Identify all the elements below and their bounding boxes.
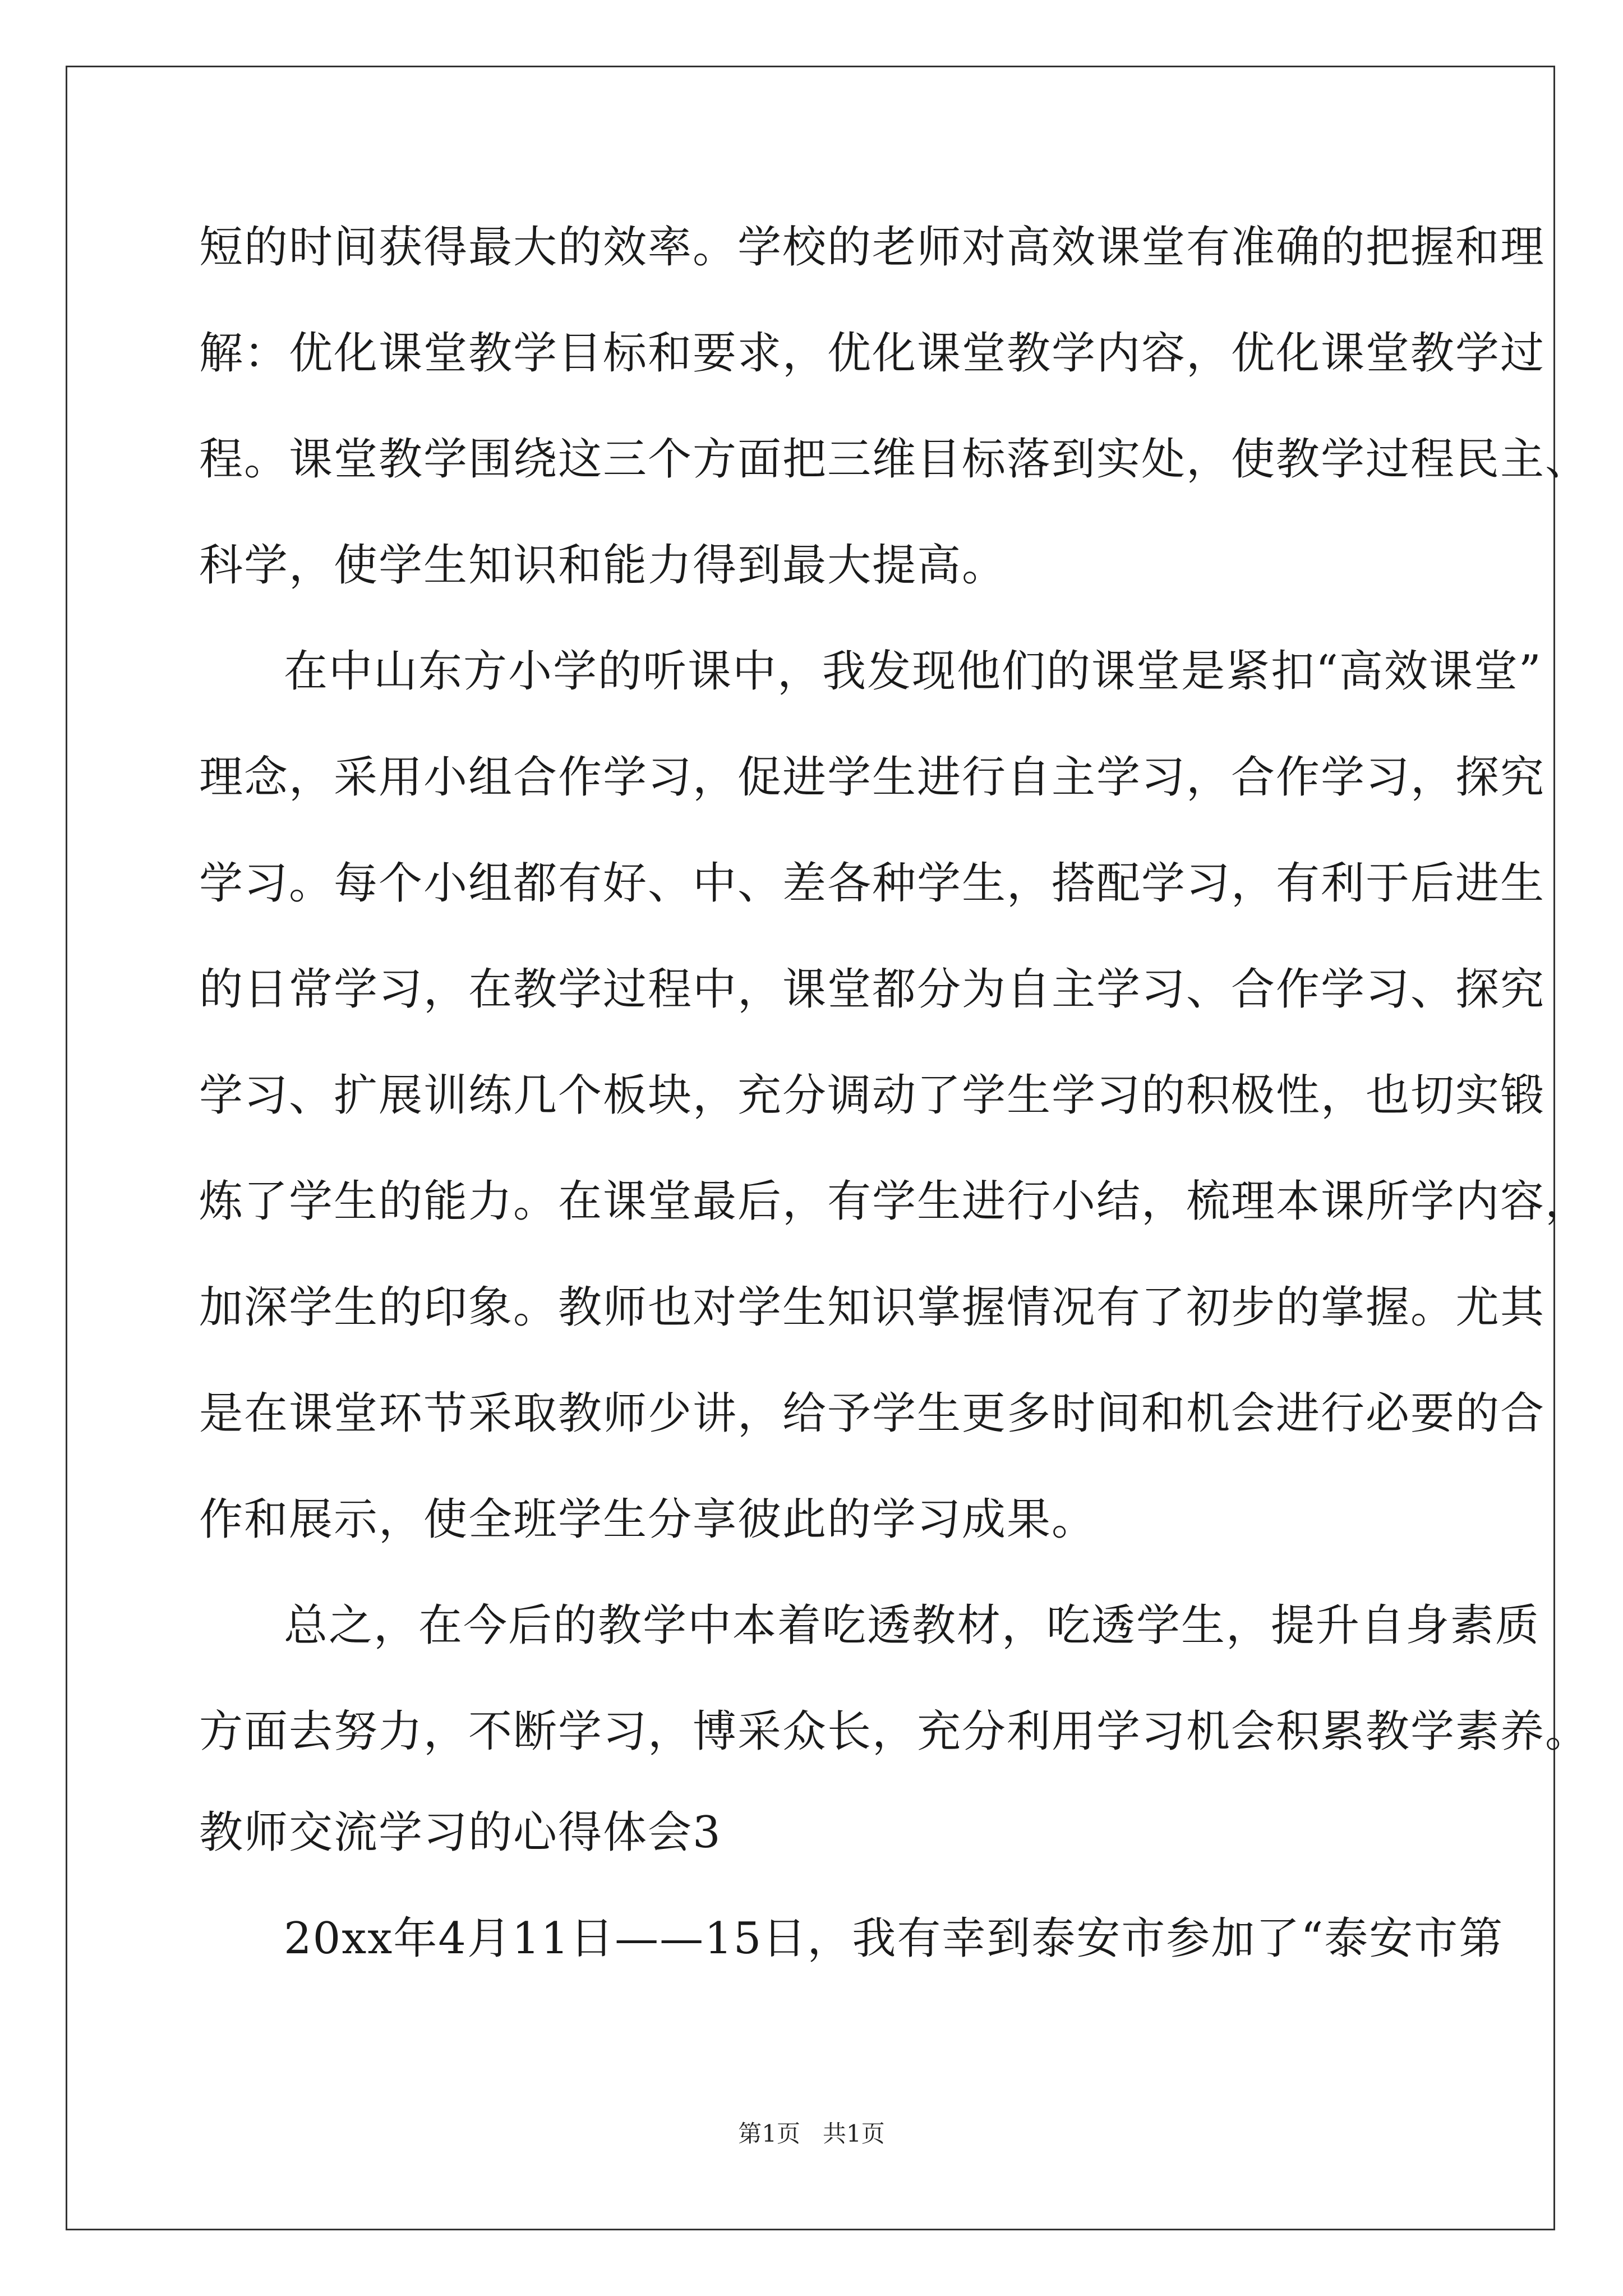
paragraph-start: 在中山东方小学的听课中，我发现他们的课堂是紧扣“高效课堂”	[284, 646, 1542, 697]
text-line: 是在课堂环节采取教师少讲，给予学生更多时间和机会进行必要的合	[199, 1388, 1546, 1439]
text-line: 的日常学习，在教学过程中，课堂都分为自主学习、合作学习、探究	[199, 964, 1546, 1015]
paragraph-start: 20xx年4月11日——15日，我有幸到泰安市参加了“泰安市第	[284, 1913, 1504, 1964]
text-line: 炼了学生的能力。在课堂最后，有学生进行小结，梳理本课所学内容，	[199, 1176, 1590, 1227]
text-line: 解：优化课堂教学目标和要求，优化课堂教学内容，优化课堂教学过	[199, 328, 1546, 379]
section-heading: 教师交流学习的心得体会3	[199, 1807, 722, 1858]
text-line: 加深学生的印象。教师也对学生知识掌握情况有了初步的掌握。尤其	[199, 1282, 1546, 1333]
text-line: 短的时间获得最大的效率。学校的老师对高效课堂有准确的把握和理	[199, 222, 1546, 273]
paragraph-start: 总之，在今后的教学中本着吃透教材，吃透学生，提升自身素质	[284, 1600, 1541, 1651]
text-line: 方面去努力，不断学习，博采众长，充分利用学习机会积累教学素养。	[199, 1706, 1590, 1757]
text-line: 学习。每个小组都有好、中、差各种学生，搭配学习，有利于后进生	[199, 858, 1546, 909]
page-number-footer: 第1页 共1页	[738, 2120, 885, 2147]
text-line: 理念，采用小组合作学习，促进学生进行自主学习，合作学习，探究	[199, 752, 1546, 803]
text-line: 程。课堂教学围绕这三个方面把三维目标落到实处，使教学过程民主、	[199, 434, 1590, 485]
text-line: 学习、扩展训练几个板块，充分调动了学生学习的积极性，也切实锻	[199, 1070, 1546, 1121]
text-line: 作和展示，使全班学生分享彼此的学习成果。	[199, 1494, 1097, 1545]
text-line: 科学，使学生知识和能力得到最大提高。	[199, 540, 1007, 591]
